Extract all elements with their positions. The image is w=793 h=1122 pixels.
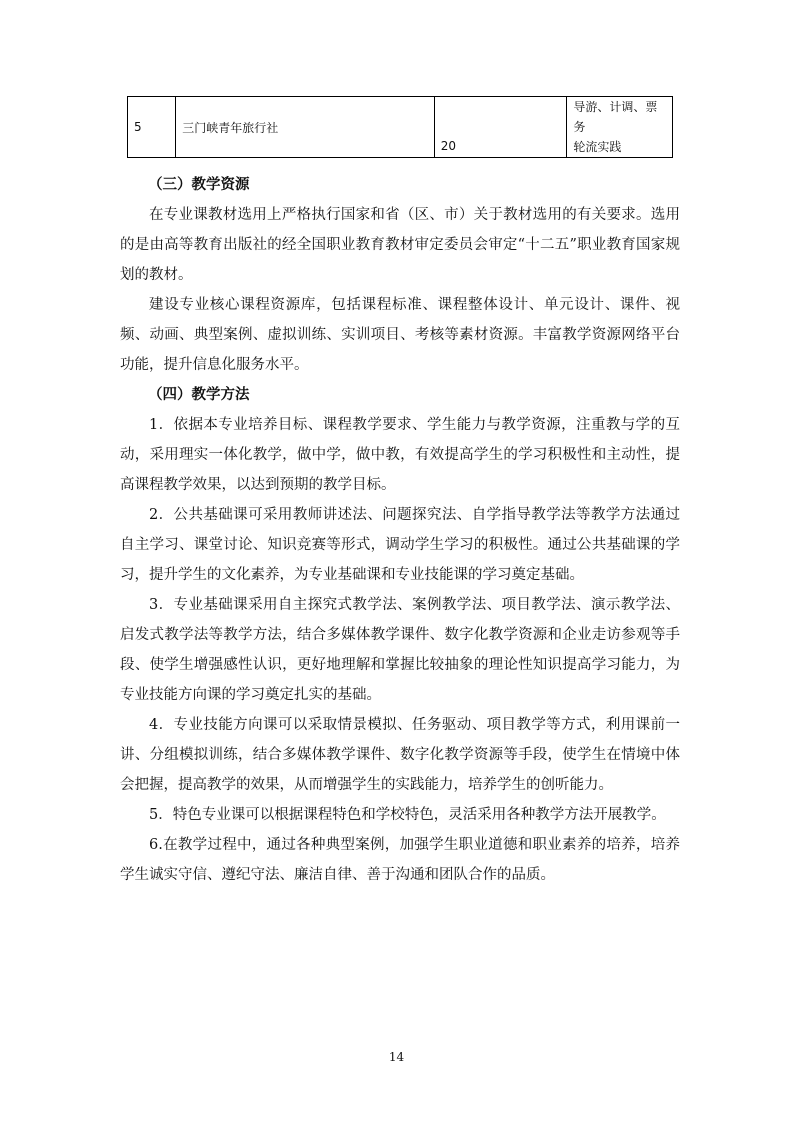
row-duties-cell (567, 97, 673, 158)
paragraph: 5．特色专业课可以根据课程特色和学校特色，灵活采用各种教学方法开展教学。 (149, 807, 666, 823)
paragraph: 在专业课教材选用上严格执行国家和省（区、市）关于教材选用的有关要求。选用的是由高等教育出版社的经全国职业教育教材审定委员会审定“十二五”职业教育国家规划的教材。 (120, 207, 680, 283)
section-heading-teaching-resources: （三）教学资源 (148, 176, 250, 193)
paragraph: 3．专业基础课采用自主探究式教学法、案例教学法、项目教学法、演示教学法、启发式教学法等教学方法，结合多媒体教学课件、数字化教学资源和企业走访参观等手段、使学生增强感性认识，更好地理解和掌握比较抽象的理论性知识提高学习能力，为专业技能方向课的学习奠定扎实的基础。 (120, 597, 680, 703)
paragraph: 2．公共基础课可采用教师讲述法、问题探究法、自学指导教学法等教学方法通过自主学习、课堂讨论、知识竞赛等形式，调动学生学习的积极性。通过公共基础课的学习，提升学生的文化素养，为专业基础课和专业技能课的学习奠定基础。 (120, 507, 680, 583)
row-count-cell: 20 (434, 97, 567, 158)
paragraph: 建设专业核心课程资源库，包括课程标准、课程整体设计、单元设计、课件、视频、动画、典型案例、虚拟训练、实训项目、考核等素材资源。丰富教学资源网络平台功能，提升信息化服务水平。 (120, 297, 680, 373)
row-name-cell: 三门峡青年旅行社 (176, 97, 434, 158)
section-heading-teaching-methods: （四）教学方法 (148, 386, 250, 403)
paragraph: 1．依据本专业培养目标、课程教学要求、学生能力与教学资源，注重教与学的互动，采用理实一体化教学，做中学，做中教，有效提高学生的学习积极性和主动性，提高课程教学效果，以达到预期的教学目标。 (120, 417, 680, 493)
table-row (128, 97, 673, 158)
duties-line: 轮流实践 (573, 140, 622, 154)
duties-line: 导游、计调、票务 (573, 100, 658, 134)
row-index-cell: 5 (128, 97, 176, 158)
page-number: 14 (388, 1050, 405, 1064)
body-content (120, 170, 680, 890)
paragraph: 6.在教学过程中，通过各种典型案例，加强学生职业道德和职业素养的培养，培养学生诚实守信、遵纪守法、廉洁自律、善于沟通和团队合作的品质。 (120, 837, 680, 883)
practice-base-table (127, 96, 673, 158)
paragraph: 4．专业技能方向课可以采取情景模拟、任务驱动、项目教学等方式，利用课前一讲、分组模拟训练，结合多媒体教学课件、数字化教学资源等手段，使学生在情境中体会把握，提高教学的效果，从而增强学生的实践能力，培养学生的创听能力。 (120, 717, 680, 793)
